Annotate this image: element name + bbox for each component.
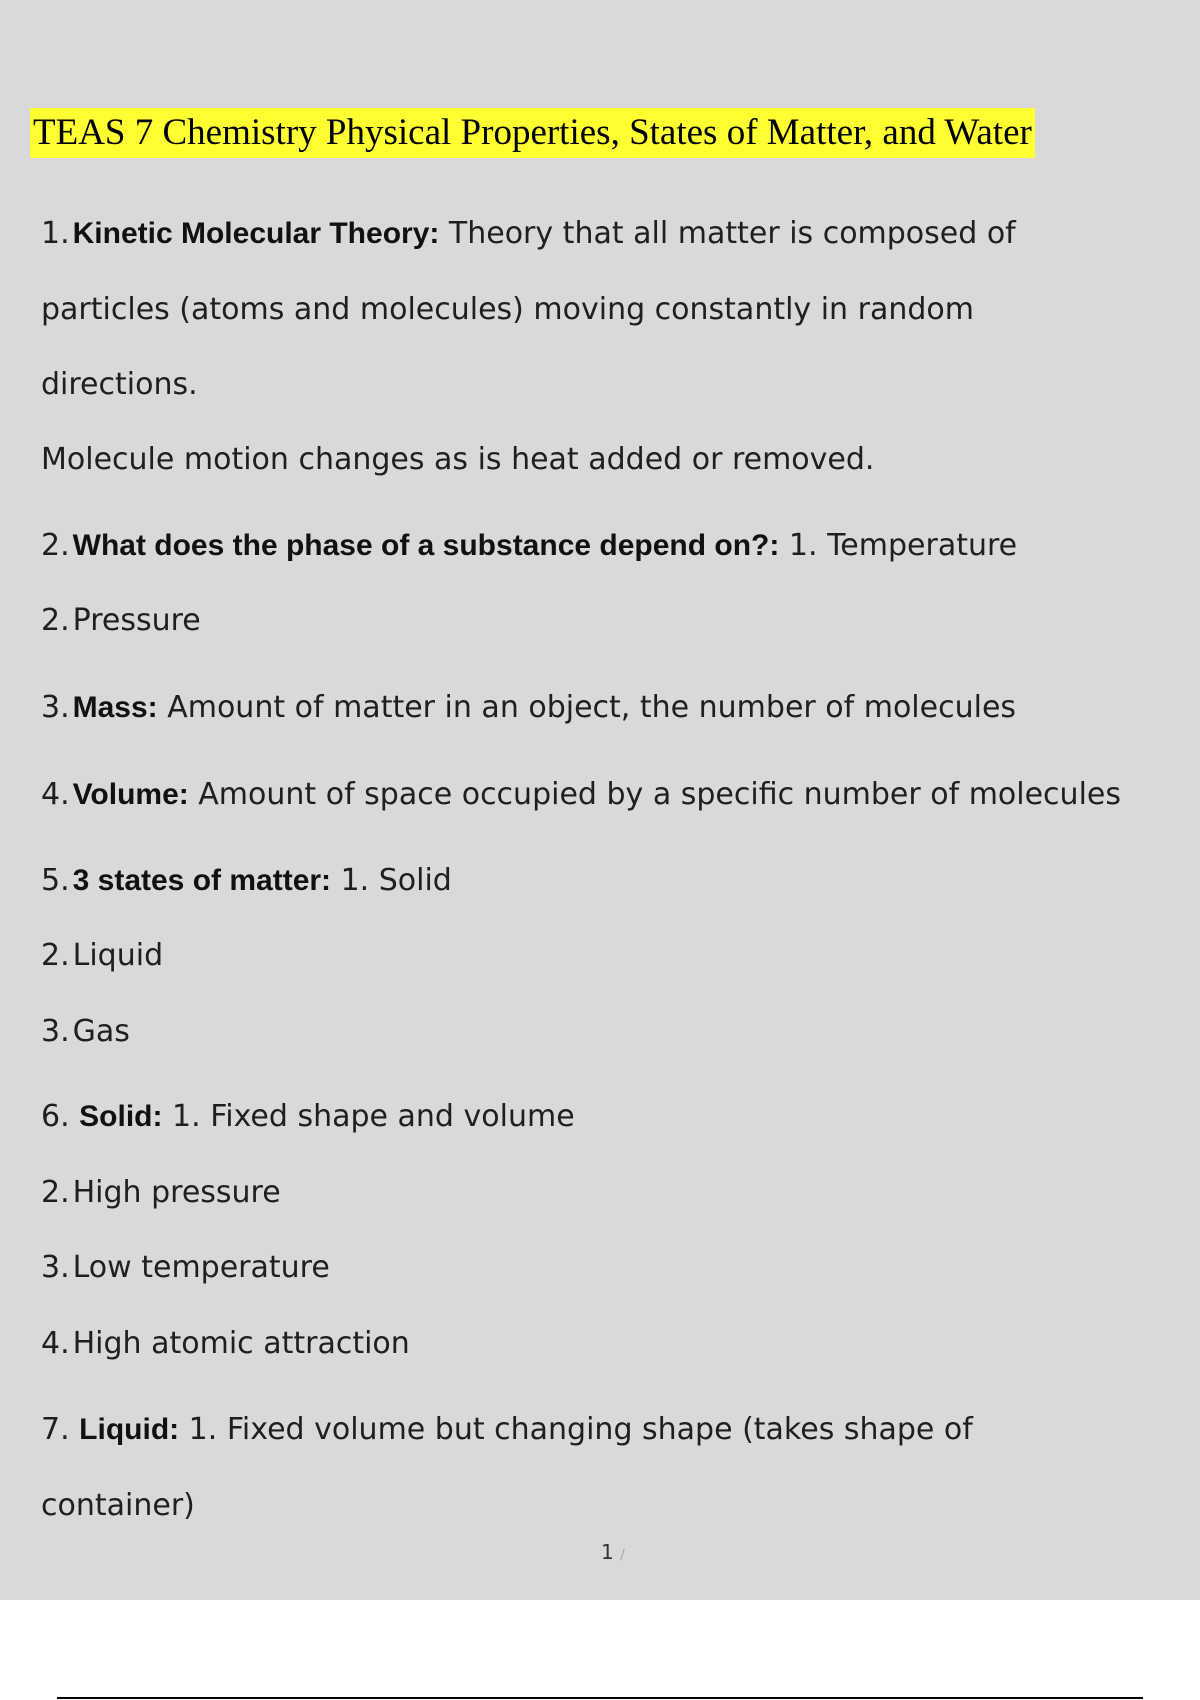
- term: Kinetic Molecular Theory:: [72, 217, 440, 250]
- definition: Theory that all matter is composed of: [439, 216, 1016, 251]
- item-number: 7.: [41, 1412, 80, 1447]
- term: What does the phase of a substance depend on?:: [72, 529, 780, 562]
- item-number: 2.: [41, 603, 70, 638]
- item-number: 3.: [41, 1250, 70, 1285]
- entry-line: [41, 936, 163, 976]
- entry-line: [41, 1097, 575, 1137]
- entry-line: [41, 601, 201, 641]
- entry-line: [41, 440, 874, 480]
- item-number: 2.: [41, 938, 70, 973]
- item-number: 6.: [41, 1099, 80, 1134]
- item-number: 4.: [41, 777, 70, 812]
- entry-line: [41, 1173, 281, 1213]
- page-number: [601, 1540, 625, 1564]
- entry-line: [41, 365, 198, 405]
- page-number-separator: /: [620, 1547, 625, 1563]
- definition: Gas: [72, 1014, 130, 1049]
- entry-line: [41, 1012, 130, 1052]
- definition: Amount of matter in an object, the number of molecules: [157, 690, 1017, 725]
- definition: High pressure: [72, 1175, 281, 1210]
- term: Liquid:: [79, 1413, 180, 1446]
- page-divider: [57, 1697, 1143, 1699]
- item-number: 2.: [41, 528, 70, 563]
- entry-line: [41, 526, 1017, 566]
- term: 3 states of matter:: [72, 864, 332, 897]
- entry-line: [41, 290, 974, 330]
- definition: Liquid: [72, 938, 164, 973]
- entry-line: [41, 861, 452, 901]
- definition: Low temperature: [72, 1250, 330, 1285]
- term: Volume:: [72, 778, 189, 811]
- entry-line: [41, 1410, 973, 1450]
- entry-line: [41, 775, 1121, 815]
- entry-line: [41, 214, 1016, 254]
- entry-line: [41, 1324, 410, 1364]
- entry-line: [41, 688, 1016, 728]
- item-number: 2.: [41, 1175, 70, 1210]
- item-number: 5.: [41, 863, 70, 898]
- item-number: 3.: [41, 690, 70, 725]
- definition: 1. Temperature: [779, 528, 1018, 563]
- item-number: 3.: [41, 1014, 70, 1049]
- item-number: 4.: [41, 1326, 70, 1361]
- definition: Amount of space occupied by a specific number of molecules: [188, 777, 1121, 812]
- definition: container): [41, 1488, 195, 1523]
- definition: 1. Solid: [331, 863, 452, 898]
- document-title: TEAS 7 Chemistry Physical Properties, States of Matter, and Water: [30, 108, 1035, 158]
- entry-line: [41, 1486, 195, 1526]
- definition: 1. Fixed volume but changing shape (takes shape of: [179, 1412, 973, 1447]
- definition: particles (atoms and molecules) moving constantly in random: [41, 292, 974, 327]
- definition: Pressure: [72, 603, 201, 638]
- term: Solid:: [79, 1100, 163, 1133]
- item-number: 1.: [41, 216, 70, 251]
- definition: Molecule motion changes as is heat added or removed.: [41, 442, 875, 477]
- definition: directions.: [41, 367, 198, 402]
- definition: 1. Fixed shape and volume: [162, 1099, 575, 1134]
- term: Mass:: [72, 691, 158, 724]
- definition: High atomic attraction: [72, 1326, 410, 1361]
- page-number-value: 1: [601, 1540, 614, 1564]
- entry-line: [41, 1248, 330, 1288]
